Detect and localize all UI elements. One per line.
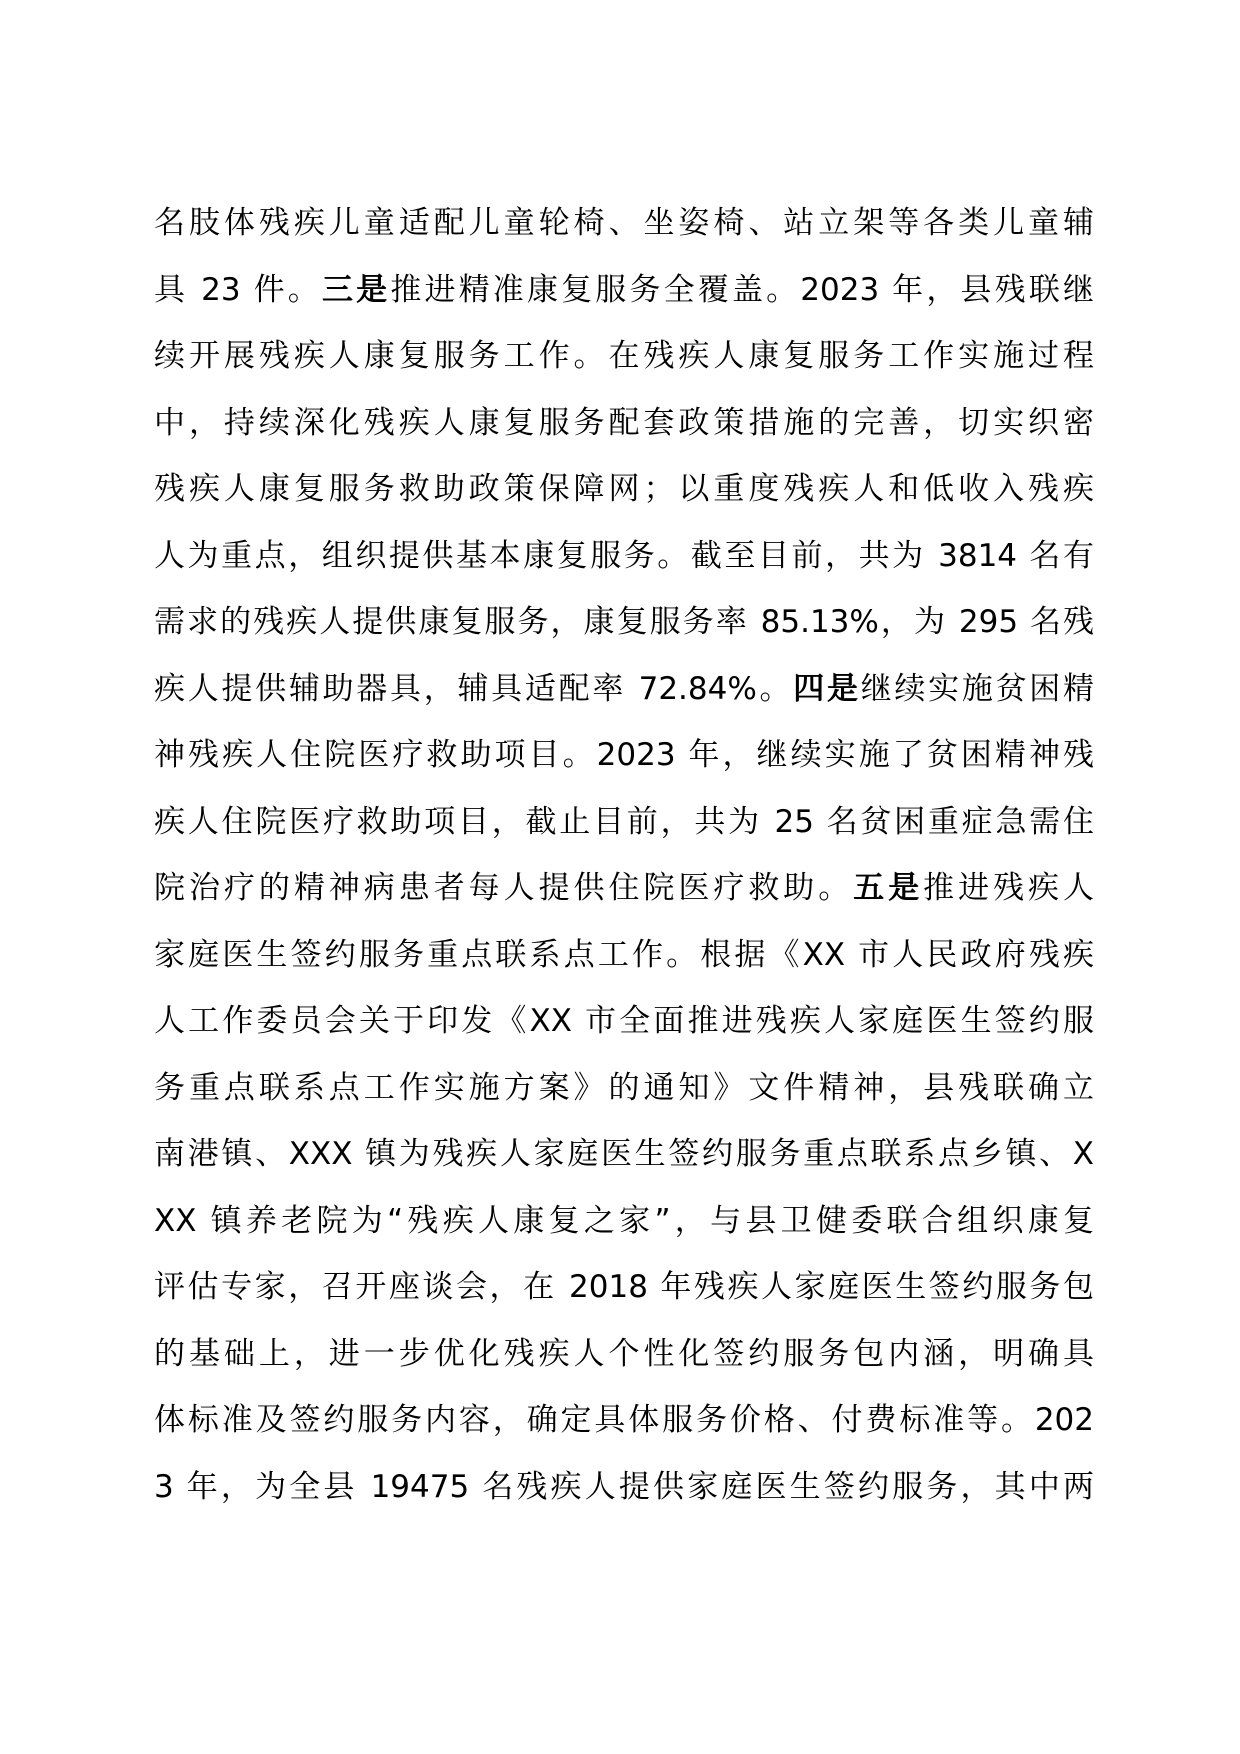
text-segment: 体标准及签约服务内容，确定具体服务价格、付费标准等。202	[154, 1402, 1094, 1438]
text-segment: 院治疗的精神病患者每人提供住院医疗救助。	[154, 870, 854, 906]
text-segment: 名肢体残疾儿童适配儿童轮椅、坐姿椅、站立架等各类儿童辅	[154, 205, 1094, 241]
text-line	[154, 589, 1094, 656]
text-line	[154, 722, 1094, 789]
text-line	[154, 1121, 1094, 1188]
text-line	[154, 1254, 1094, 1321]
text-segment: 推进精准康复服务全覆盖。2023 年，县残联继	[390, 271, 1094, 308]
text-line	[154, 456, 1094, 523]
bold-lead-text: 四是	[793, 670, 861, 707]
text-segment: 神残疾人住院医疗救助项目。2023 年，继续实施了贫困精神残	[154, 737, 1094, 773]
text-line	[154, 257, 1094, 324]
body-paragraph	[154, 190, 1094, 1520]
text-line	[154, 656, 1094, 723]
text-segment: 需求的残疾人提供康复服务，康复服务率 85.13%，为 295 名残	[154, 604, 1094, 640]
text-segment: 家庭医生签约服务重点联系点工作。根据《XX 市人民政府残疾	[154, 936, 1094, 973]
text-line	[154, 1387, 1094, 1454]
text-line	[154, 1188, 1094, 1255]
text-segment: 南港镇、XXX 镇为残疾人家庭医生签约服务重点联系点乡镇、X	[154, 1136, 1094, 1172]
text-segment: 具 23 件。	[154, 271, 322, 308]
text-line	[154, 855, 1094, 922]
text-segment: 务重点联系点工作实施方案》的通知》文件精神，县残联确立	[154, 1069, 1094, 1106]
text-line	[154, 523, 1094, 590]
text-segment: 疾人提供辅助器具，辅具适配率 72.84%。	[154, 670, 794, 707]
text-segment: 3 年，为全县 19475 名残疾人提供家庭医生签约服务，其中两	[154, 1468, 1094, 1505]
text-line	[154, 1321, 1094, 1388]
text-segment: 残疾人康复服务救助政策保障网；以重度残疾人和低收入残疾	[154, 471, 1094, 507]
text-line	[154, 323, 1094, 390]
text-line	[154, 922, 1094, 989]
bold-lead-text: 五是	[853, 870, 924, 906]
text-line	[154, 789, 1094, 856]
text-segment: 的基础上，进一步优化残疾人个性化签约服务包内涵，明确具	[154, 1335, 1094, 1372]
text-line	[154, 190, 1094, 257]
text-segment: XX 镇养老院为“残疾人康复之家”，与县卫健委联合组织康复	[154, 1202, 1094, 1239]
text-segment: 疾人住院医疗救助项目，截止目前，共为 25 名贫困重症急需住	[154, 803, 1094, 840]
text-line	[154, 1454, 1094, 1521]
text-segment: 人为重点，组织提供基本康复服务。截至目前，共为 3814 名有	[154, 537, 1094, 574]
text-segment: 继续实施贫困精	[860, 670, 1094, 707]
text-segment: 续开展残疾人康复服务工作。在残疾人康复服务工作实施过程	[154, 338, 1094, 374]
text-segment: 人工作委员会关于印发《XX 市全面推进残疾人家庭医生签约服	[154, 1003, 1094, 1039]
text-segment: 评估专家，召开座谈会，在 2018 年残疾人家庭医生签约服务包	[154, 1269, 1094, 1305]
text-line	[154, 1055, 1094, 1122]
text-line	[154, 390, 1094, 457]
bold-lead-text: 三是	[321, 271, 391, 308]
text-line	[154, 988, 1094, 1055]
text-segment: 中，持续深化残疾人康复服务配套政策措施的完善，切实织密	[154, 404, 1094, 441]
text-segment: 推进残疾人	[923, 870, 1094, 906]
